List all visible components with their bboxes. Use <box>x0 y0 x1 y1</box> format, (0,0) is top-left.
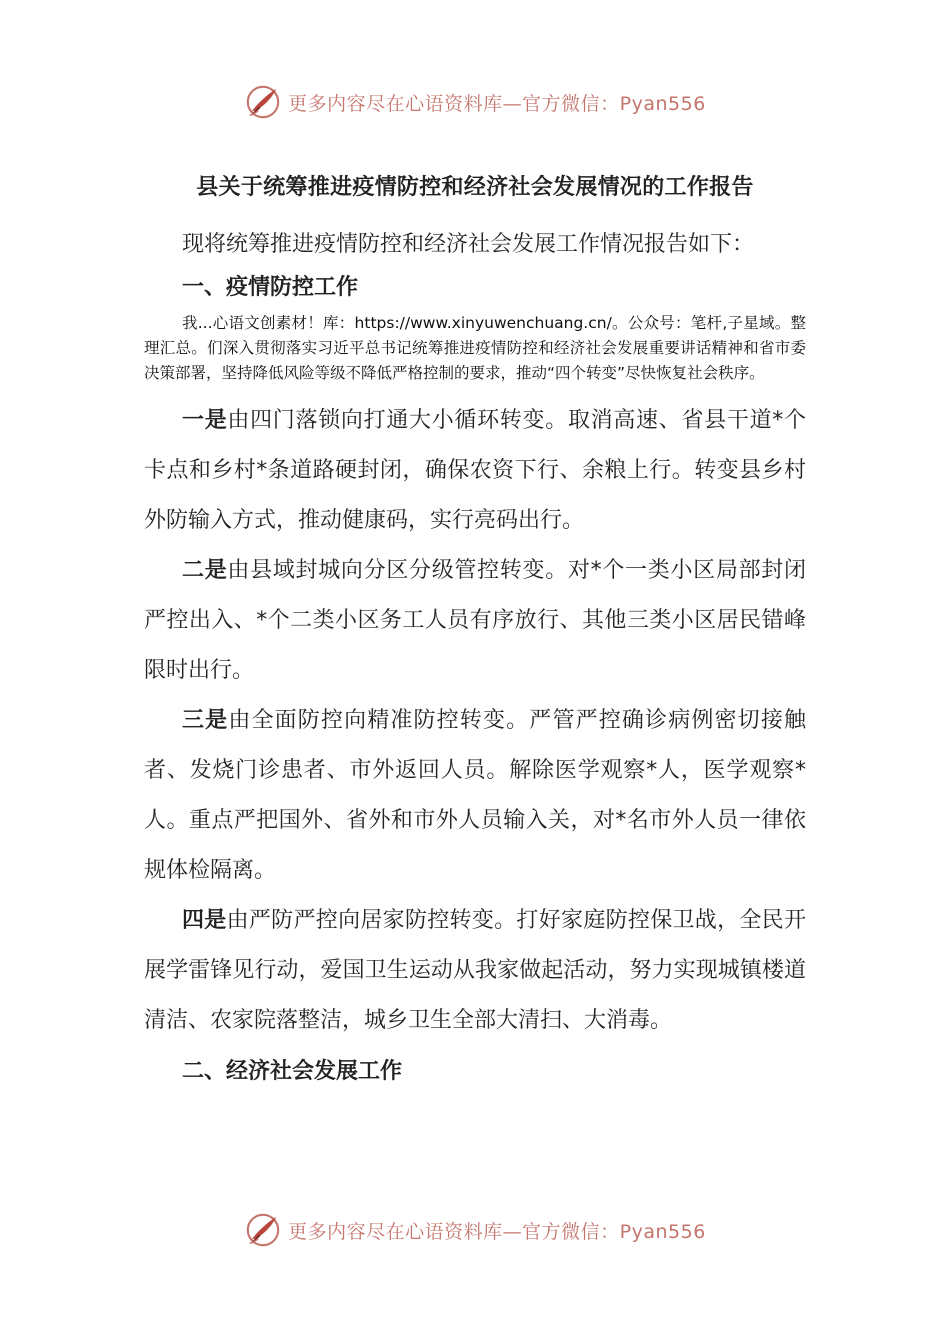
item-paragraph-3 <box>144 696 806 896</box>
item-paragraph-4 <box>144 896 806 1046</box>
item-text-3: 由全面防控向精准防控转变。严管严控确诊病例密切接触者、发烧门诊患者、市外返回人员。解除医学观察*人，医学观察*人。重点严把国外、省外和市外人员输入关，对*名市外人员一律依规体检隔离。 <box>144 708 806 883</box>
item-lead-1: 一是 <box>182 408 228 433</box>
watermark-text <box>288 1217 706 1244</box>
item-text-1: 由四门落锁向打通大小循环转变。取消高速、省县干道*个卡点和乡村*条道路硬封闭，确保农资下行、余粮上行。转变县乡村外防输入方式，推动健康码，实行亮码出行。 <box>144 408 806 533</box>
document-title: 县关于统筹推进疫情防控和经济社会发展情况的工作报告 <box>196 175 754 200</box>
footer-watermark <box>0 1208 950 1252</box>
watermark-text <box>288 89 706 116</box>
watermark-brand: Pyan556 <box>619 1220 706 1243</box>
quill-pen-logo-icon <box>244 83 282 121</box>
item-paragraph-1 <box>144 396 806 546</box>
watermark-caption: 更多内容尽在心语资料库—官方微信： <box>288 1220 620 1243</box>
item-lead-4: 四是 <box>182 908 227 933</box>
watermark-caption: 更多内容尽在心语资料库—官方微信： <box>288 92 620 115</box>
item-text-2: 由县域封城向分区分级管控转变。对*个一类小区局部封闭严控出入、*个二类小区务工人员有序放行、其他三类小区居民错峰限时出行。 <box>144 558 806 683</box>
document-body <box>144 170 806 1088</box>
section-note-paragraph: 我...心语文创素材！库：https://www.xinyuwenchuang.cn/。公众号：笔杆,子星域。整理汇总。们深入贯彻落实习近平总书记统筹推进疫情防控和经济社会发展重要讲话精神和省市委决策部署，坚持降低风险等级不降低严格控制的要求，推动“四个转变”尽快恢复社会秩序。 <box>144 314 806 382</box>
item-lead-3: 三是 <box>182 708 229 733</box>
item-lead-2: 二是 <box>182 558 228 583</box>
item-paragraph-2 <box>144 546 806 696</box>
intro-paragraph: 现将统筹推进疫情防控和经济社会发展工作情况报告如下： <box>182 232 755 257</box>
section-heading-economy: 二、经济社会发展工作 <box>182 1059 403 1084</box>
header-watermark <box>0 80 950 124</box>
footer-watermark-content <box>244 1211 706 1249</box>
header-watermark-content <box>244 83 706 121</box>
watermark-brand: Pyan556 <box>619 92 706 115</box>
section-heading-epidemic: 一、疫情防控工作 <box>182 275 359 300</box>
item-text-4: 由严防严控向居家防控转变。打好家庭防控保卫战，全民开展学雷锋见行动，爱国卫生运动从我家做起活动，努力实现城镇楼道清洁、农家院落整洁，城乡卫生全部大清扫、大消毒。 <box>144 908 806 1033</box>
quill-pen-logo-icon <box>244 1211 282 1249</box>
